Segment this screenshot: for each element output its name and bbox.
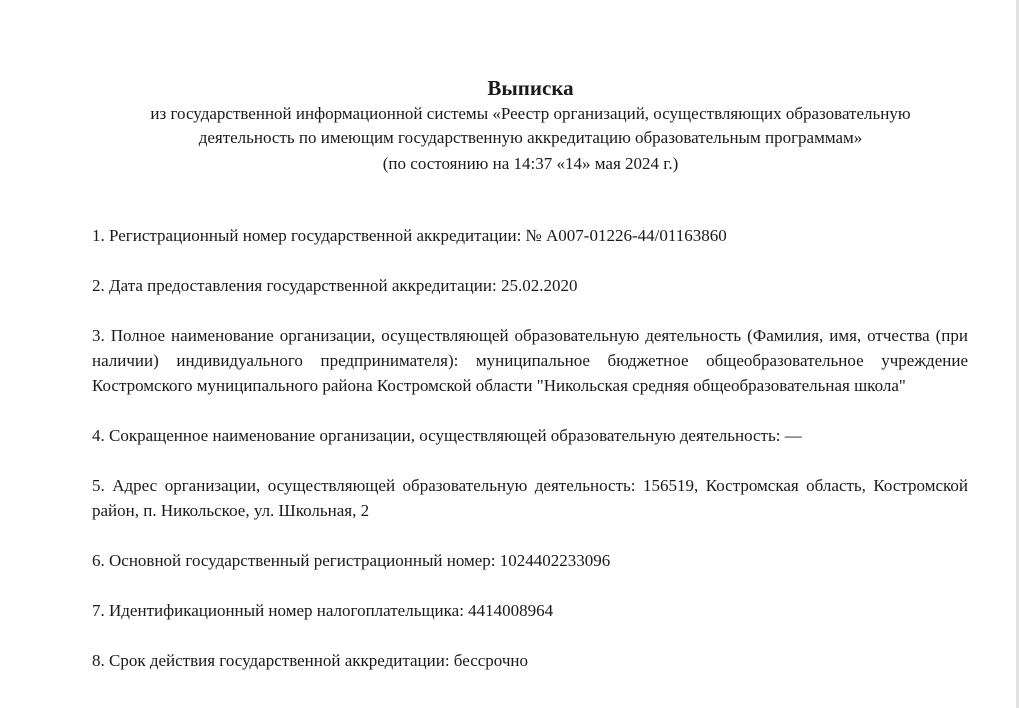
document-items [92, 223, 968, 698]
document-header [0, 74, 1019, 176]
item-validity: 8. Срок действия государственной аккредитации: бессрочно [92, 651, 528, 670]
item-registration-number: 1. Регистрационный номер государственной аккредитации: № А007-01226-44/01163860 [92, 226, 727, 245]
document-date: (по состоянию на 14:37 «14» мая 2024 г.) [382, 154, 679, 173]
item-full-name: 3. Полное наименование организации, осуществляющей образовательную деятельность (Фамилия, имя, отчества (при наличии) индивидуального предпринимателя): муниципальное бюджетное общеобразовательное учреждение Костромского муниципального района Костромской области "Никольская средняя общеобразовательная школа" [92, 326, 968, 395]
item-ogrn: 6. Основной государственный регистрационный номер: 1024402233096 [92, 551, 611, 570]
document-title: Выписка [487, 76, 574, 100]
document-subtitle-line-1: из государственной информационной системы «Реестр организаций, осуществляющих образовательную [150, 104, 911, 123]
item-short-name: 4. Сокращенное наименование организации, осуществляющей образовательную деятельность: — [92, 426, 802, 445]
item-accreditation-date: 2. Дата предоставления государственной аккредитации: 25.02.2020 [92, 276, 578, 295]
item-inn: 7. Идентификационный номер налогоплательщика: 4414008964 [92, 601, 554, 620]
document-subtitle-line-2: деятельность по имеющим государственную аккредитацию образовательным программам» [198, 128, 863, 147]
item-address: 5. Адрес организации, осуществляющей образовательную деятельность: 156519, Костромская область, Костромской район, п. Никольское, ул. Школьная, 2 [92, 476, 968, 520]
